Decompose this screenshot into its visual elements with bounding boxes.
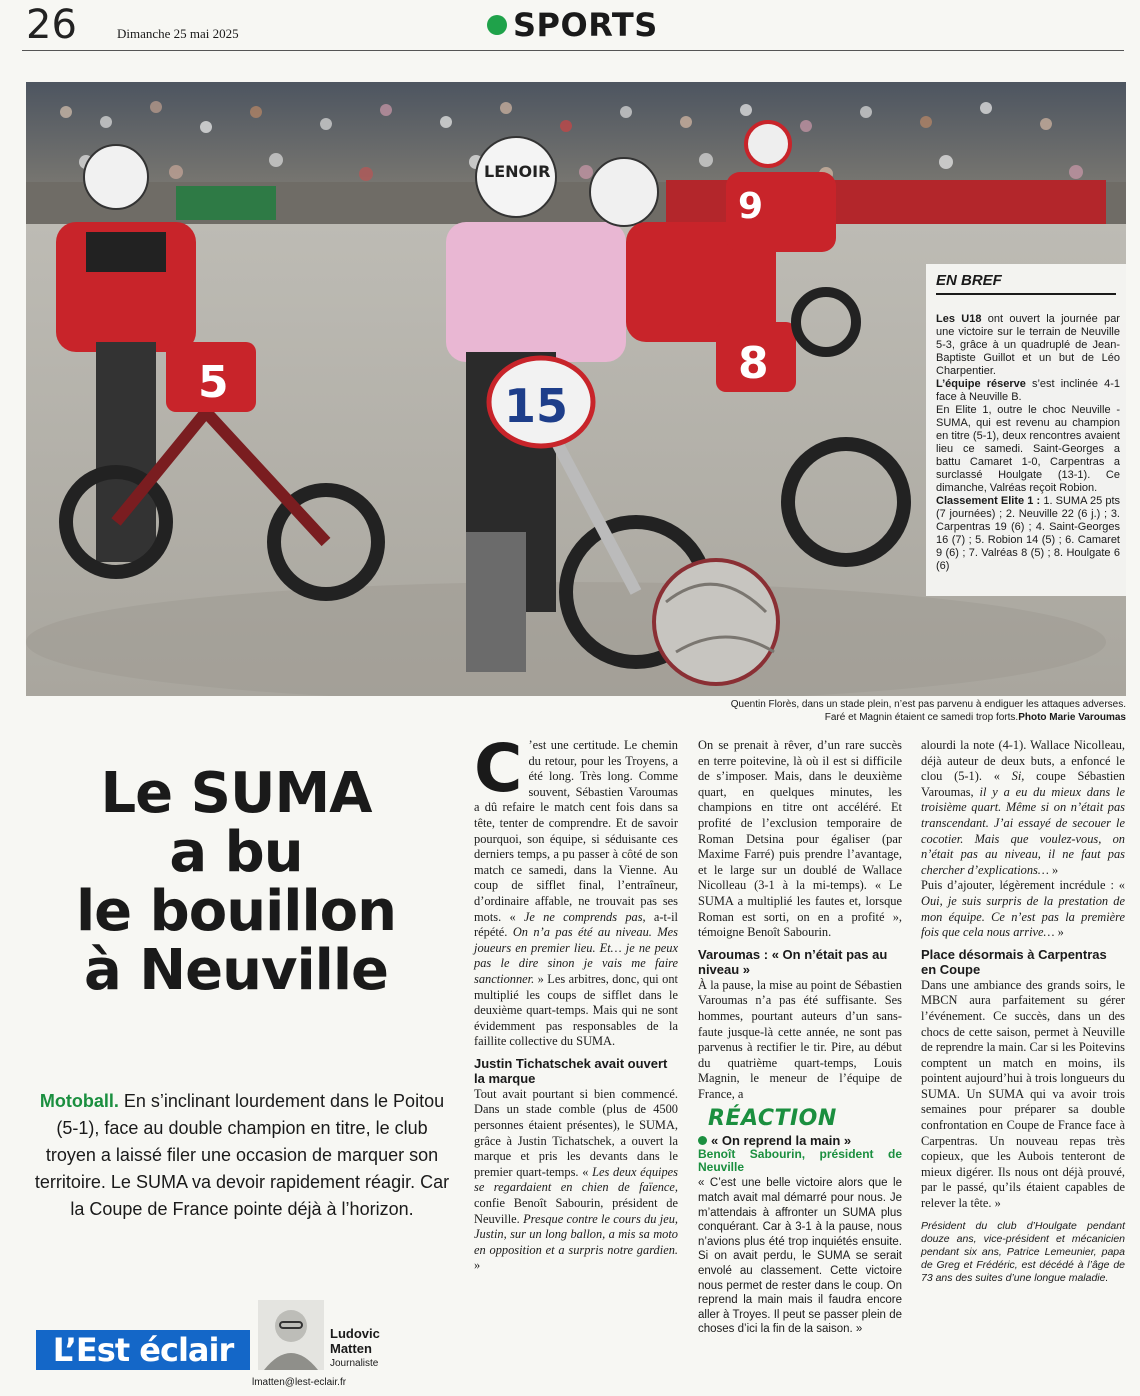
author-avatar — [258, 1300, 324, 1370]
article-p7-c: » — [991, 1196, 1001, 1211]
newspaper-logo: L’Est éclair — [36, 1330, 250, 1370]
article-p6-c: » — [1054, 925, 1064, 940]
bike-number-8: 8 — [738, 338, 769, 389]
article-p5-quote: Si, — [999, 769, 1025, 784]
bike-number-15: 15 — [504, 379, 569, 433]
subhead-2: Varoumas : « On n’était pas au niveau » — [698, 946, 888, 977]
issue-date: Dimanche 25 mai 2025 — [117, 26, 239, 41]
article-column-2 — [698, 738, 902, 1337]
lead-paragraph — [30, 1088, 454, 1223]
article-p5-b: coupe Sébastien Varoumas, — [921, 769, 1125, 799]
lead-text: En s’inclinant lourdement dans le Poitou (5-1), face au double champion en titre, le club troyen a laissé filer une occasion de marquer son territoire. Le SUMA va devoir rapidement réagir. Car la Coupe de France pointe déjà à l’horizon. — [34, 1091, 450, 1219]
section-title: SPORTS — [513, 6, 658, 44]
article-p2-c: » — [474, 1258, 481, 1273]
subhead-3: Place désormais à Carpentras en Coupe — [921, 946, 1107, 977]
article-p5-c: » — [1048, 862, 1059, 877]
headline-line-4: à Neuville — [83, 938, 389, 1003]
reaction-text: « C’est une belle victoire alors que le match avait mal démarré pour nous. Je m’attendais à affronter un SUMA plus conquérant. Car à 3-1 à la pause, nous n’avions plus été trop inquiétés ensuite. Si on avait perdu, le SUMA se serait envolé au classement. Cette victoire nous permet de rester dans le coup. On reprend la main mais il faudra encore aller à Troyes. Il peut se passer plein de choses d’ici la fin de la saison. » — [698, 1177, 902, 1336]
article-p4: À la pause, la mise au point de Sébastien Varoumas n’a pas été suffisante. Ses hommes, pourtant auteurs d’un sans-faute jusque-là cette année, ne sont pas parvenus à rectifier le tir. Pire, au début du quatrième quart-temps, Louis Magnin, le meneur de l’équipe de France, a — [698, 977, 902, 1101]
article-p7: Dans une ambiance des grands soirs, le MBCN aura parfaitement su gérer l’événement. Ce succès, dans un des chocs de cette saison, permet à Neuville de reprendre la main. Car si les Poitevins comptent un match en moins, ils pointent aujourd’hui à trois longueurs du SUMA. Un SUMA qui va avoir trois semaines pour préparer sa double confrontation en Coupe de France face à Carpentras. Un nouveau repas très copieux, que les Aubois tenteront de mieux digérer. Ils nous ont déjà prouvé, par le passé, qu’ils étaient capables de relever la tête. — [921, 977, 1125, 1211]
in-brief-rule — [936, 293, 1116, 295]
article-p6-quote: Oui, je suis surpris de la prestation de mon équipe. Ce n’est pas la première fois que cela nous arrive… — [921, 893, 1125, 940]
photo-caption — [526, 698, 1126, 724]
author-last-name: Matten — [330, 1341, 372, 1356]
brief-p4: 1. SUMA 25 pts (7 journées) ; 2. Neuville 22 (6 j.) ; 3. Carpentras 19 (6) ; 4. Saint-Georges 16 (7) ; 5. Robion 14 (5) ; 6. Camaret 9 (6) ; 7. Valréas 8 (5) ; 8. Houlgate 6 (6) — [936, 495, 1120, 572]
page-number: 26 — [26, 2, 77, 48]
article-p3: On se prenait à rêver, d’un rare succès en terre poitevine, là où il est si difficile de s’imposer. Mais, dans le deuxième quart, en quelques minutes, les champions en titre ont accéléré. Et profité de l’exclusion temporaire de Roman Detsina pour égaliser (par Maxime Farré) puis prendre l’avantage, et le large sur un doublé de Wallace Nicolleau (3-1 à la mi-temps). « Le SUMA a multiplié les fautes et, lorsque Roman est sorti, on en a profité », témoigne Benoît Sabourin. — [698, 738, 902, 940]
brief-lead-reserve: L’équipe réserve — [936, 378, 1026, 390]
article-p1: ’est une certitude. Le chemin du retour, pour les Troyens, a été long. Très long. Comme souvent, Sébastien Varoumas a dû refaire le match cent fois dans sa tête, tenter de comprendre. Et de savoir pourquoi, son équipe, si séduisante ces derniers temps, a pu passer à côté de son match ce samedi, dans la Vienne. Au coup de sifflet final, l’entraîneur, d’ordinaire affable, ne trouvait pas ses mots. « — [474, 738, 678, 924]
article-p2: Tout avait pourtant si bien commencé. Dans un stade comble (plus de 4500 personnes étaient présentes), le SUMA, grâce à Justin Tichatschek, a ouvert la marque et pris les devants dans le premier quart-temps. « — [474, 1086, 678, 1179]
article-p2-quote: Les deux équipes se regardaient en chien de faïence, — [474, 1164, 678, 1195]
reaction-quote-title-text: « On reprend la main » — [711, 1133, 852, 1149]
photo-credit: Photo Marie Varoumas — [1018, 712, 1126, 723]
headline-line-2: a bu — [169, 820, 303, 885]
headline-line-1: Le SUMA — [100, 761, 372, 826]
headline — [36, 761, 436, 1003]
section-dot-icon — [487, 15, 507, 35]
reaction-speaker: Benoît Sabourin, président de Neuville — [698, 1147, 902, 1175]
caption-line-1: Quentin Florès, dans un stade plein, n’est pas parvenu à endiguer les attaques adverses. — [730, 699, 1126, 710]
obituary-note: Président du club d’Houlgate pendant douze ans, vice-président et mécanicien pendant six ans, Patrice Lemeunier, papa de Greg et Frédéric, est décédé à l’âge de 73 ans des suites d’une longue maladie. — [921, 1219, 1125, 1284]
in-brief-title: EN BREF — [936, 272, 1002, 289]
author-role: Journaliste — [330, 1358, 379, 1369]
brief-lead-u18: Les U18 — [936, 313, 982, 325]
article-column-3 — [921, 738, 1125, 1285]
section-label — [487, 6, 658, 44]
reaction-quote-title — [698, 1133, 902, 1148]
header-divider — [22, 50, 1124, 51]
article-p5: alourdi la note (4-1). Wallace Nicolleau, déjà auteur de deux buts, a enfoncé le clou (5-1). « — [921, 738, 1125, 784]
brief-p1: ont ouvert la journée par une victoire sur le terrain de Neuville 5-3, grâce à un quadruplé de Jean-Baptiste Guillot et un but de Léo Charpentier. — [936, 313, 1120, 377]
article-p2-b: confie Benoît Sabourin, président de Neuville. — [474, 1196, 678, 1226]
reaction-label: RÉACTION — [708, 1106, 837, 1132]
bike-number-9: 9 — [738, 186, 764, 227]
author-email-link[interactable]: lmatten@lest-eclair.fr — [252, 1377, 347, 1388]
reaction-dot-icon — [698, 1136, 707, 1145]
caption-line-2: Faré et Magnin étaient ce samedi trop forts. — [824, 712, 1019, 723]
author-name — [330, 1326, 380, 1356]
author-first-name: Ludovic — [330, 1326, 380, 1341]
article-column-1 — [474, 730, 678, 1274]
subhead-1: Justin Tichatschek avait ouvert la marque — [474, 1055, 668, 1086]
brief-p3: En Elite 1, outre le choc Neuville - SUMA, qui est revenu au champion en titre (5-1), deux rencontres avaient lieu ce samedi. Saint-Georges a battu Camaret 1-0, Carpentras a surclassé Houlgate (13-1). Ce dimanche, Valréas reçoit Robion. — [936, 404, 1120, 494]
headline-line-3: le bouillon — [75, 879, 397, 944]
brief-lead-standings: Classement Elite 1 : — [936, 495, 1041, 507]
helmet-brand: LENOIR — [484, 162, 551, 181]
article-p6: Puis d’ajouter, légèrement incrédule : « — [921, 878, 1125, 893]
article-p1-quote2: On n’a pas été au niveau. Mes joueurs en premier lieu. Et… je ne peux pas le dire sinon je vais me faire sanctionner. — [474, 925, 678, 986]
in-brief-text — [936, 313, 1120, 573]
article-p1-b: a-t-il répété. — [474, 909, 678, 940]
article-p5-quote2: il y a eu du mieux dans le troisième quart. Même si on n’était pas transcendant. J’ai essayé de secouer le cocotier. Mais que voulez-vous, on n’était pas au niveau, il ne faut pas chercher d’explications… — [921, 784, 1125, 877]
article-p1-c: » Les arbitres, donc, qui ont multiplié les coups de sifflet dans le deuxième quart-temps. Mais qui ne sont évidemment pas responsables de la faillite collective du SUMA. — [474, 971, 678, 1049]
bike-number-5: 5 — [198, 357, 229, 408]
in-brief-box — [926, 264, 1126, 596]
drop-cap: C — [474, 730, 523, 807]
article-p1-quote: Je ne comprends pas, — [515, 909, 646, 924]
article-p2-quote2: Presque contre le cours du jeu, Justin, sur un long ballon, a mis sa moto en opposition et a surpris notre gardien. — [474, 1211, 678, 1257]
brief-p2: s’est inclinée 4-1 face à Neuville B. — [936, 378, 1120, 403]
lead-kicker: Motoball. — [39, 1091, 119, 1111]
